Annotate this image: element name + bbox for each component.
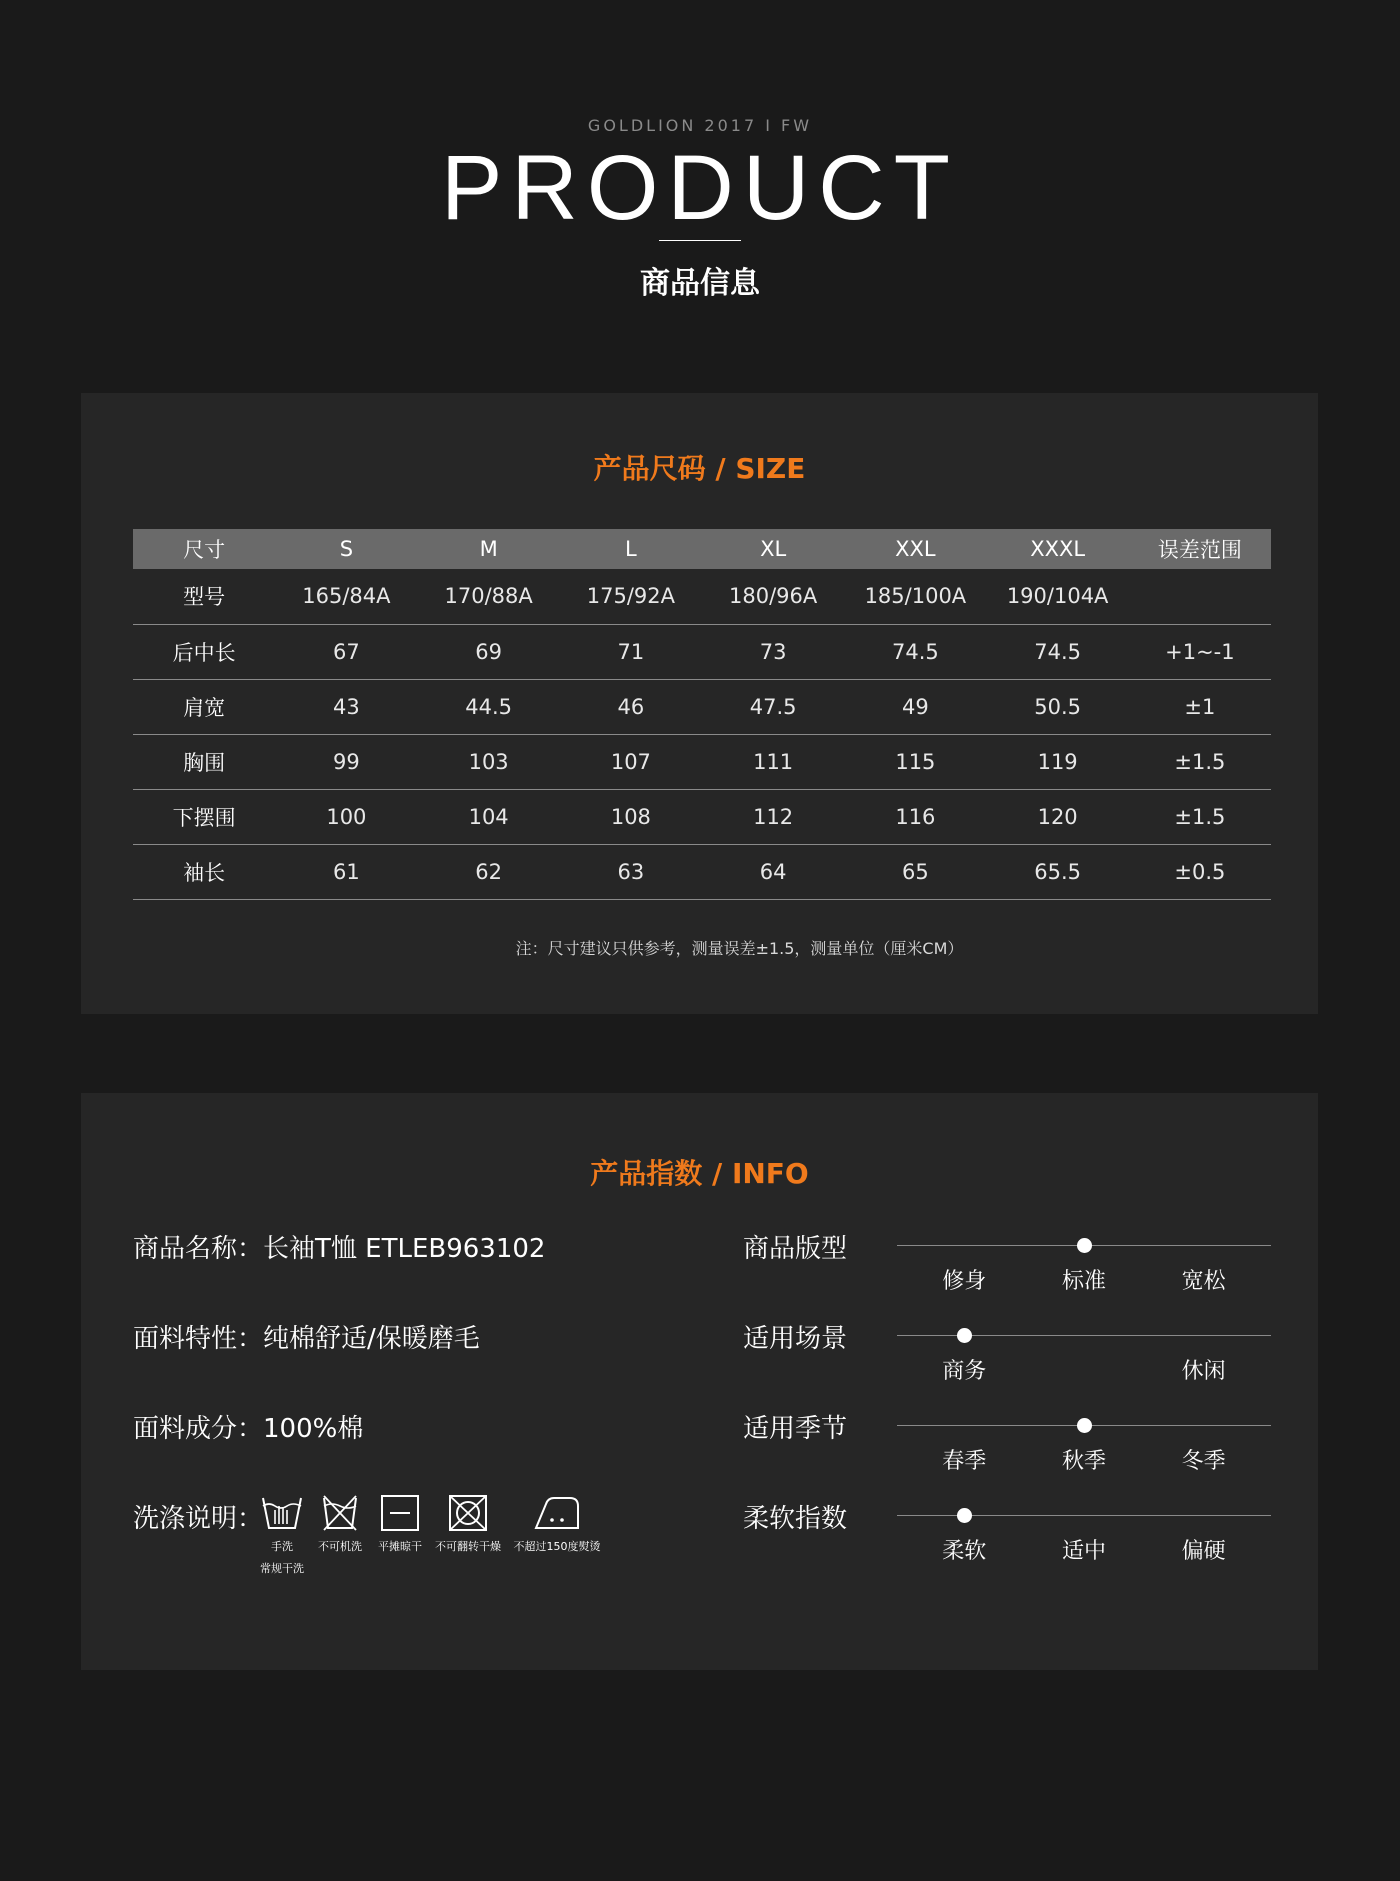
size-cell: 185/100A [844,569,986,624]
size-table-body [133,569,1271,899]
size-cell: 119 [987,734,1129,789]
column-header: XXL [844,529,986,569]
size-cell: 165/84A [275,569,417,624]
size-cell: 43 [275,679,417,734]
size-table-row [133,679,1271,734]
index-label: 商品版型 [743,1234,848,1264]
size-cell: 47.5 [702,679,844,734]
index-label: 适用场景 [743,1324,848,1354]
info-panel [81,1093,1318,1670]
size-cell: 61 [275,844,417,899]
size-cell: +1~-1 [1129,624,1271,679]
column-header: M [418,529,560,569]
size-table-row [133,624,1271,679]
size-cell: 99 [275,734,417,789]
row-label: 后中长 [133,624,275,679]
column-header: 误差范围 [1129,529,1271,569]
size-table-row [133,789,1271,844]
index-label: 柔软指数 [743,1504,848,1534]
size-table [133,529,1271,900]
fabric-composition: 面料成分：100%棉 [133,1414,364,1444]
size-cell: 44.5 [418,679,560,734]
size-cell: 180/96A [702,569,844,624]
size-cell: 112 [702,789,844,844]
index-option: 柔软 [942,1539,987,1564]
size-cell: 74.5 [987,624,1129,679]
size-table-row [133,844,1271,899]
hand-wash-icon [261,1494,303,1532]
size-cell: 49 [844,679,986,734]
size-cell: ±1.5 [1129,734,1271,789]
wash-caption: 不超过150度熨烫 [513,1540,601,1553]
index-option: 春季 [942,1449,987,1474]
size-table-row [133,734,1271,789]
row-label: 胸围 [133,734,275,789]
wash-caption: 不可机洗 [318,1540,362,1553]
size-cell: 190/104A [987,569,1129,624]
size-table-header [133,529,1271,569]
size-cell: 71 [560,624,702,679]
index-track [897,1245,1271,1246]
size-cell: 103 [418,734,560,789]
size-cell: 46 [560,679,702,734]
index-option: 宽松 [1181,1269,1226,1294]
wash-item [374,1494,426,1554]
index-dot [1077,1418,1092,1433]
wash-item [314,1494,366,1554]
index-row [743,1318,1283,1388]
size-panel [81,393,1318,1014]
size-cell: 50.5 [987,679,1129,734]
size-cell: 63 [560,844,702,899]
size-cell: 69 [418,624,560,679]
fabric-feature: 面料特性：纯棉舒适/保暖磨毛 [133,1324,480,1354]
size-cell: 104 [418,789,560,844]
no-machine-wash-icon [322,1494,358,1532]
info-section-title: 产品指数 / INFO [590,1157,809,1190]
row-label: 肩宽 [133,679,275,734]
index-dot [957,1508,972,1523]
index-option: 偏硬 [1181,1539,1226,1564]
index-option: 适中 [1061,1539,1106,1564]
index-row [743,1498,1283,1568]
no-tumble-dry-icon [448,1494,488,1532]
size-table-row [133,569,1271,624]
row-label: 袖长 [133,844,275,899]
size-cell: 65 [844,844,986,899]
product-name: 商品名称：长袖T恤 ETLEB963102 [133,1234,546,1264]
size-cell: 73 [702,624,844,679]
index-option: 休闲 [1181,1359,1226,1384]
size-cell: ±1 [1129,679,1271,734]
wash-item [512,1494,602,1554]
wash-caption: 手洗 [271,1540,293,1553]
index-dot [957,1328,972,1343]
size-cell: 120 [987,789,1129,844]
size-cell: 100 [275,789,417,844]
index-track [897,1335,1271,1336]
index-option: 标准 [1061,1269,1106,1294]
size-cell: 107 [560,734,702,789]
size-cell: ±1.5 [1129,789,1271,844]
index-option: 秋季 [1061,1449,1106,1474]
index-dot [1077,1238,1092,1253]
wash-label: 洗涤说明： [133,1504,264,1534]
wash-caption: 常规干洗 [260,1562,304,1575]
brand-line: GOLDLION 2017 I FW [587,116,813,135]
size-cell: 64 [702,844,844,899]
wash-item [260,1494,304,1576]
column-header: L [560,529,702,569]
size-cell: 175/92A [560,569,702,624]
size-cell: 74.5 [844,624,986,679]
size-cell: 67 [275,624,417,679]
index-option: 修身 [942,1269,987,1294]
index-track [897,1515,1271,1516]
row-label: 型号 [133,569,275,624]
wash-item [432,1494,504,1554]
index-label: 适用季节 [743,1414,848,1444]
index-option: 商务 [942,1359,987,1384]
size-cell [1129,569,1271,624]
column-header: XL [702,529,844,569]
wash-caption: 平摊晾干 [378,1540,422,1553]
iron-150-icon [534,1494,580,1532]
size-cell: 116 [844,789,986,844]
size-cell: 62 [418,844,560,899]
index-row [743,1228,1283,1298]
size-cell: 111 [702,734,844,789]
size-cell: 108 [560,789,702,844]
size-section-title: 产品尺码 / SIZE [593,452,806,485]
size-note: 注：尺寸建议只供参考，测量误差±1.5，测量单位（厘米CM） [515,939,964,958]
column-header: XXXL [987,529,1129,569]
size-cell: 65.5 [987,844,1129,899]
index-track [897,1425,1271,1426]
product-info-subtitle: 商品信息 [640,266,760,301]
size-cell: ±0.5 [1129,844,1271,899]
product-title: PRODUCT [441,137,959,239]
wash-caption: 不可翻转干燥 [435,1540,501,1553]
row-label: 下摆围 [133,789,275,844]
size-cell: 115 [844,734,986,789]
flat-dry-icon [380,1494,420,1532]
index-option: 冬季 [1181,1449,1226,1474]
column-header: 尺寸 [133,529,275,569]
column-header: S [275,529,417,569]
title-divider [659,240,741,241]
index-row [743,1408,1283,1478]
page-header [0,0,1400,330]
size-cell: 170/88A [418,569,560,624]
